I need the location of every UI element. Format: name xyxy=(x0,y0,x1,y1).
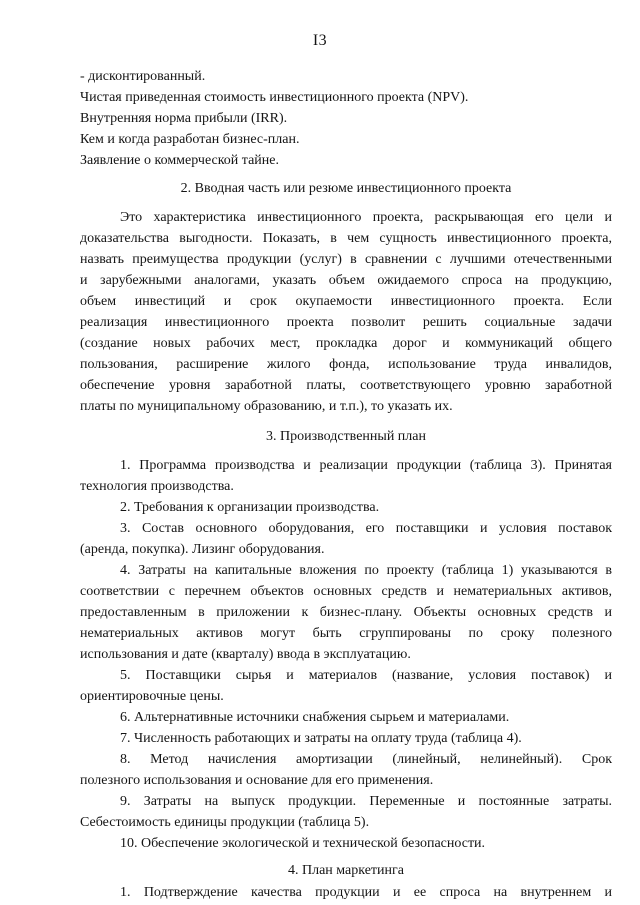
paragraph-line: соответствии с перечнем объектов основных средств и нематериальных активов, xyxy=(80,584,612,599)
paragraph-line: (аренда, покупка). Лизинг оборудования. xyxy=(80,542,325,557)
text-line: Чистая приведенная стоимость инвестиционного проекта (NPV). xyxy=(80,90,469,105)
paragraph-line: 3. Состав основного оборудования, его поставщики и условия поставок xyxy=(120,521,612,536)
paragraph-line: 1. Программа производства и реализации продукции (таблица 3). Принятая xyxy=(120,458,612,473)
text-line: Кем и когда разработан бизнес-план. xyxy=(80,132,300,147)
paragraph-line: полезного использования и основание для его применения. xyxy=(80,773,434,788)
paragraph-line: 5. Поставщики сырья и материалов (название, условия поставок) и xyxy=(120,668,612,683)
text-line: Внутренняя норма прибыли (IRR). xyxy=(80,111,288,126)
paragraph-line: Это характеристика инвестиционного проекта, раскрывающая его цели и xyxy=(120,210,612,225)
paragraph-line: и зарубежными аналогами, указать объем ожидаемого спроса на продукцию, xyxy=(80,273,612,288)
paragraph-line: 7. Численность работающих и затраты на оплату труда (таблица 4). xyxy=(120,731,522,746)
paragraph-line: (создание новых рабочих мест, прокладка дорог и коммуникаций общего xyxy=(80,336,612,351)
paragraph-line: пользования, расширение жилого фонда, использование труда инвалидов, xyxy=(80,357,612,372)
page-number: I3 xyxy=(312,32,328,49)
paragraph-line: использования и дате (кварталу) ввода в эксплуатацию. xyxy=(80,647,411,662)
paragraph-line: технология производства. xyxy=(80,479,234,494)
paragraph-line: нематериальных активов могут быть сгруппированы по сроку полезного xyxy=(80,626,612,641)
paragraph-line: Себестоимость единицы продукции (таблица 5). xyxy=(80,815,370,830)
paragraph-line: 10. Обеспечение экологической и технической безопасности. xyxy=(120,836,486,851)
paragraph-line: 1. Подтверждение качества продукции и ее спроса на внутреннем и xyxy=(120,885,612,900)
paragraph-line: 6. Альтернативные источники снабжения сырьем и материалами. xyxy=(120,710,510,725)
paragraph-line: платы по муниципальному образованию, и т.п.), то указать их. xyxy=(80,399,453,414)
paragraph-line: 8. Метод начисления амортизации (линейный, нелинейный). Срок xyxy=(120,752,612,767)
paragraph-line: 9. Затраты на выпуск продукции. Переменные и постоянные затраты. xyxy=(120,794,612,809)
paragraph-line: объем инвестиций и срок окупаемости инвестиционного проекта. Если xyxy=(80,294,612,309)
paragraph-line: назвать преимущества продукции (услуг) в сравнении с лучшими отечественными xyxy=(80,252,612,267)
section-heading: 2. Вводная часть или резюме инвестиционного проекта xyxy=(180,181,512,196)
text-line: - дисконтированный. xyxy=(80,69,206,84)
section-heading: 3. Производственный план xyxy=(265,429,426,444)
paragraph-line: предоставленным в приложении к бизнес-плану. Объекты основных средств и xyxy=(80,605,612,620)
paragraph-line: 4. Затраты на капитальные вложения по проекту (таблица 1) указываются в xyxy=(120,563,612,578)
section-heading: 4. План маркетинга xyxy=(287,863,404,878)
paragraph-line: доказательства выгодности. Показать, в чем сущность инвестиционного проекта, xyxy=(80,231,612,246)
paragraph-line: 2. Требования к организации производства. xyxy=(120,500,380,515)
paragraph-line: реализация инвестиционного проекта позволит решить социальные задачи xyxy=(80,315,612,330)
paragraph-line: ориентировочные цены. xyxy=(80,689,224,704)
text-line: Заявление о коммерческой тайне. xyxy=(80,153,280,168)
paragraph-line: обеспечение уровня заработной платы, соответствующего уровню заработной xyxy=(80,378,612,393)
